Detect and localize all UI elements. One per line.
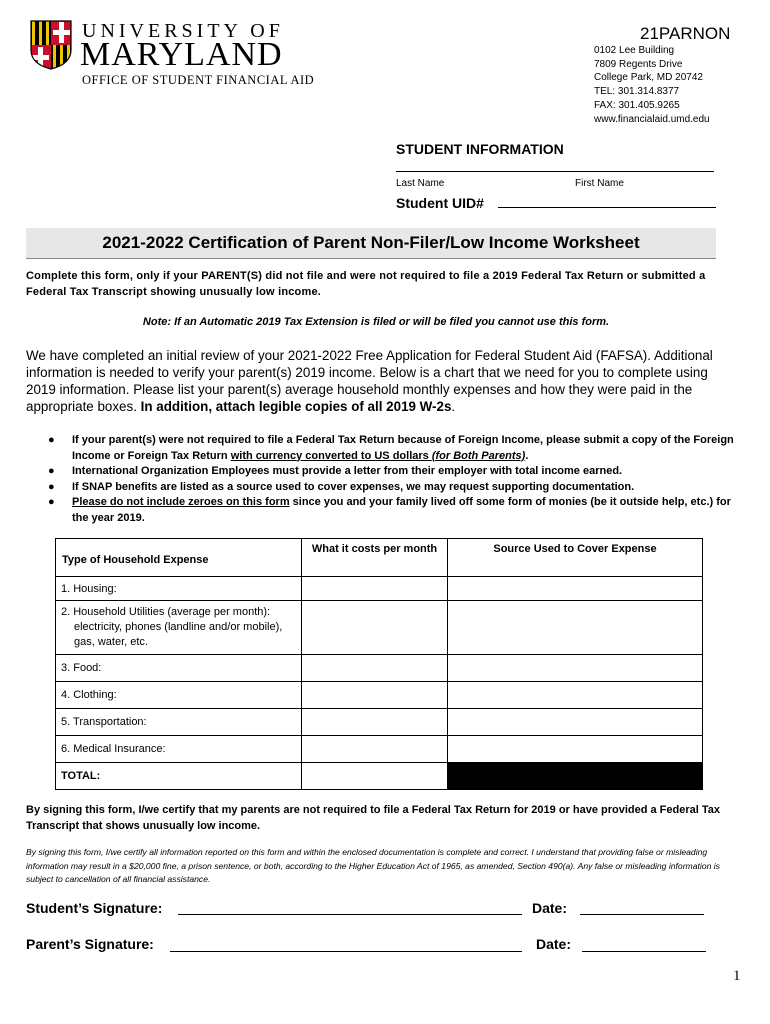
- total-cost-cell[interactable]: [302, 763, 448, 790]
- list-item: [48, 433, 738, 464]
- office-address: [594, 44, 710, 126]
- student-uid-label: Student UID#: [396, 195, 484, 211]
- bullet-emphasis: (for Both Parents): [431, 449, 526, 462]
- col-header-source: Source Used to Cover Expense: [448, 539, 703, 577]
- requirements-list: [48, 433, 738, 526]
- bullet-text: If SNAP benefits are listed as a source used to cover expenses, we may request supporting documentation.: [72, 480, 635, 493]
- table-row: [56, 577, 703, 601]
- parent-signature-field[interactable]: [170, 951, 522, 952]
- name-field-line[interactable]: [396, 171, 714, 172]
- last-name-label: Last Name: [396, 178, 445, 189]
- list-item: [48, 464, 738, 480]
- total-label: TOTAL:: [56, 763, 302, 790]
- form-title-bar: [26, 228, 716, 259]
- col-header-monthly-cost: What it costs per month: [302, 539, 448, 577]
- table-row: [56, 601, 703, 655]
- parent-date-label: Date:: [536, 936, 572, 952]
- page-number: 1: [733, 968, 741, 984]
- first-name-label: First Name: [575, 178, 624, 189]
- bullet-icon: ●: [48, 434, 55, 446]
- w2-requirement: In addition, attach legible copies of all 2019 W-2s: [140, 399, 452, 414]
- source-cell[interactable]: [448, 736, 703, 763]
- expense-label: 5. Transportation:: [56, 709, 302, 736]
- address-line: 0102 Lee Building: [594, 45, 675, 56]
- bullet-underlined: Please do not include zeroes on this form: [72, 496, 290, 508]
- student-signature-label: Student’s Signature:: [26, 900, 163, 916]
- table-row: [56, 682, 703, 709]
- period: .: [451, 399, 456, 414]
- expense-label: 2. Household Utilities (average per month): electricity, phones (landline and/or mobile), gas, water, etc.: [56, 601, 302, 655]
- maryland-wordmark: MARYLAND: [80, 36, 283, 73]
- address-line: TEL: 301.314.8377: [594, 86, 680, 98]
- legal-fine-print: By signing this form, I/we certify all information reported on this form and within the enclosed documentation is complete and correct. I understand that providing false or misleading information may result in a $20,000 fine, a prison sentence, or both, according to the Higher Education Act of 1965, as amended, Section 490(a). Any false or misleading information is subject to cancellation of all financial assistance.: [26, 847, 720, 884]
- maryland-flag-logo: [30, 20, 72, 70]
- expense-label: 6. Medical Insurance:: [56, 736, 302, 763]
- form-code: 21PARNON: [640, 24, 731, 43]
- expense-label: 1. Housing:: [56, 577, 302, 601]
- monthly-cost-cell[interactable]: [302, 736, 448, 763]
- total-source-blocked: [448, 763, 703, 790]
- certification-statement: By signing this form, I/we certify that my parents are not required to file a Federal Tax Return for 2019 or have provided a Federal Tax Transcript that shows unusually low income.: [26, 804, 720, 832]
- source-cell[interactable]: [448, 709, 703, 736]
- expense-table: [55, 538, 703, 790]
- parent-date-field[interactable]: [582, 951, 706, 952]
- bullet-text: International Organization Employees must provide a letter from their employer with total income earned.: [72, 465, 623, 477]
- monthly-cost-cell[interactable]: [302, 709, 448, 736]
- table-row: [56, 655, 703, 682]
- student-uid-field[interactable]: [498, 207, 716, 208]
- total-row: [56, 763, 703, 790]
- source-cell[interactable]: [448, 655, 703, 682]
- table-row: [56, 736, 703, 763]
- bullet-icon: ●: [48, 496, 55, 508]
- parent-signature-label: Parent’s Signature:: [26, 936, 154, 952]
- university-line: UNIVERSITY OF: [82, 20, 284, 42]
- student-info-heading: STUDENT INFORMATION: [396, 141, 564, 157]
- student-signature-field[interactable]: [178, 914, 522, 915]
- period: .: [525, 449, 529, 462]
- list-item: [48, 495, 738, 526]
- col-header-expense-type: Type of Household Expense: [56, 539, 302, 577]
- monthly-cost-cell[interactable]: [302, 577, 448, 601]
- bullet-icon: ●: [48, 480, 55, 493]
- monthly-cost-cell[interactable]: [302, 655, 448, 682]
- expense-label: 3. Food:: [56, 655, 302, 682]
- office-name: OFFICE OF STUDENT FINANCIAL AID: [82, 73, 315, 87]
- expense-label: 4. Clothing:: [56, 682, 302, 709]
- student-date-field[interactable]: [580, 914, 704, 915]
- table-row: [56, 709, 703, 736]
- form-title: 2021-2022 Certification of Parent Non-Filer/Low Income Worksheet: [102, 233, 640, 252]
- instructions-paragraph: [26, 347, 726, 415]
- bullet-underlined: with currency converted to US dollars: [230, 449, 432, 462]
- monthly-cost-cell[interactable]: [302, 682, 448, 709]
- intro-text: Complete this form, only if your PARENT(S) did not file and were not required to file a 2019 Federal Tax Return or submitted a Federal Tax Transcript showing unusually low income.: [26, 270, 706, 298]
- list-item: [48, 480, 738, 496]
- source-cell[interactable]: [448, 577, 703, 601]
- website-link[interactable]: www.financialaid.umd.edu: [594, 113, 710, 125]
- source-cell[interactable]: [448, 601, 703, 655]
- instructions-text: We have completed an initial review of your 2021-2022 Free Application for Federal Student Aid (FAFSA). Additional information is needed to verify your parent(s) 2019 income. Below is a chart that we need for you to complete using 2019 information. Please list your parent(s) average household monthly expenses and how they were paid in the appropriate boxes.: [26, 348, 713, 414]
- source-cell[interactable]: [448, 682, 703, 709]
- table-header-row: [56, 539, 703, 577]
- address-line: 7809 Regents Drive: [594, 58, 683, 70]
- bullet-icon: ●: [48, 465, 55, 477]
- bullet-text: If your parent(s) were not required to file a Federal Tax Return because of Foreign Income, please submit a copy of the Foreign Income or Foreign Tax Return: [72, 434, 734, 462]
- student-date-label: Date:: [532, 900, 568, 916]
- address-line: FAX: 301.405.9265: [594, 99, 680, 111]
- address-line: College Park, MD 20742: [594, 72, 703, 84]
- bullet-text: since you and your family lived off some form of monies (be it outside help, etc.) for the year 2019.: [72, 496, 731, 524]
- monthly-cost-cell[interactable]: [302, 601, 448, 655]
- extension-note: Note: If an Automatic 2019 Tax Extension is filed or will be filed you cannot use this form.: [142, 316, 610, 328]
